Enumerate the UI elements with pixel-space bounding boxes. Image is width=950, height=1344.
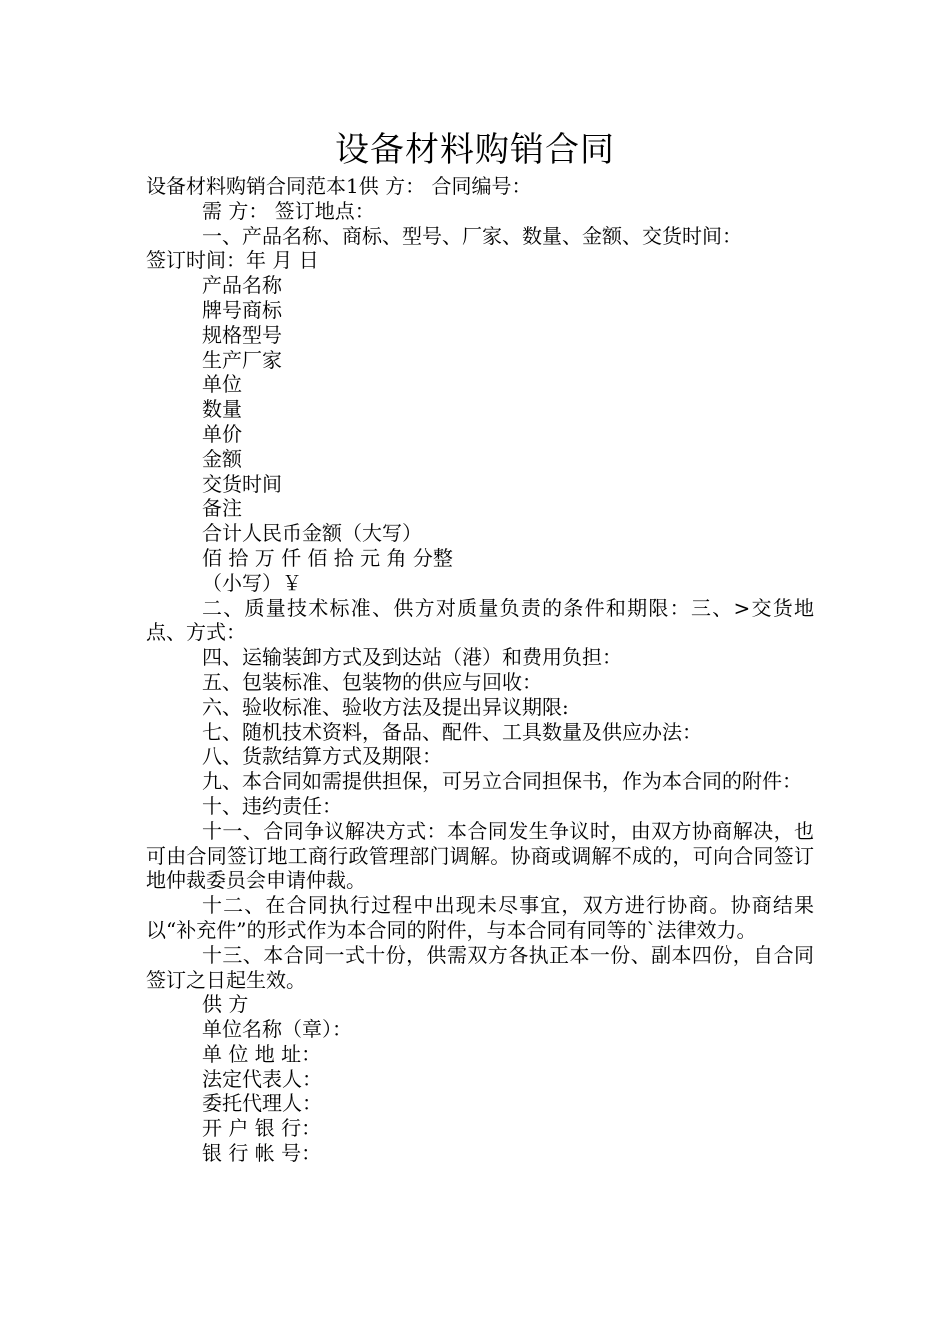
signing-date-line: 签订时间：年 月 日 (146, 248, 319, 273)
clause-12: 十二、在合同执行过程中出现未尽事宜，双方进行协商。协商结果以“补充件”的形式作为本合同的附件，与本合同有同等的`法律效力。 (146, 893, 814, 942)
clause-5: 五、包装标准、包装物的供应与回收： (202, 669, 542, 694)
total-amount-words-label: 合计人民币金额（大写） (202, 521, 422, 546)
supplier-company-name: 单位名称（章）： (202, 1017, 352, 1042)
supplier-legal-representative: 法定代表人： (202, 1066, 322, 1091)
field-brand: 牌号商标 (202, 297, 282, 322)
field-manufacturer: 生产厂家 (202, 347, 282, 372)
total-amount-units: 佰 拾 万 仟 佰 拾 元 角 分整 (202, 545, 453, 570)
clause-11: 十一、合同争议解决方式：本合同发生争议时，由双方协商解决，也可由合同签订地工商行政管理部门调解。协商或调解不成的，可向合同签订地仲裁委员会申请仲裁。 (146, 818, 814, 893)
field-model: 规格型号 (202, 322, 282, 347)
clause-6: 六、验收标准、验收方法及提出异议期限: (202, 694, 569, 719)
supplier-address: 单 位 地 址： (202, 1041, 322, 1066)
supplier-heading: 供 方 (202, 992, 249, 1017)
supplier-agent: 委托代理人： (202, 1091, 322, 1116)
document-title: 设备材料购销合同 (335, 130, 615, 170)
field-unit-price: 单价 (202, 421, 242, 446)
clause-9: 九、本合同如需提供担保，可另立合同担保书，作为本合同的附件： (202, 769, 802, 794)
supplier-bank: 开 户 银 行： (202, 1116, 322, 1141)
clause-13: 十三、本合同一式十份，供需双方各执正本一份、副本四份，自合同签订之日起生效。 (146, 942, 814, 992)
clause-1-heading: 一、产品名称、商标、型号、厂家、数量、金额、交货时间： (202, 223, 742, 248)
clause-2-3: 二、质量技术标准、供方对质量负责的条件和期限：三、>交货地点、方式： (146, 595, 814, 645)
clause-10: 十、违约责任： (202, 793, 342, 818)
clause-4: 四、运输装卸方式及到达站（港）和费用负担： (202, 645, 622, 670)
field-remarks: 备注 (202, 496, 242, 521)
total-amount-figures: （小写）￥ (202, 570, 302, 595)
buyer-line: 需 方： 签订地点： (202, 198, 375, 223)
field-delivery-time: 交货时间 (202, 471, 282, 496)
field-quantity: 数量 (202, 397, 242, 422)
clause-7: 七、随机技术资料，备品、配件、工具数量及供应办法： (202, 719, 702, 744)
supplier-bank-account: 银 行 帐 号： (202, 1141, 322, 1166)
field-unit: 单位 (202, 372, 242, 397)
field-product-name: 产品名称 (202, 273, 282, 298)
field-amount: 金额 (202, 446, 242, 471)
contract-body (146, 174, 814, 1166)
contract-header-line: 设备材料购销合同范本1供 方： 合同编号： (146, 174, 532, 198)
clause-8: 八、货款结算方式及期限： (202, 744, 442, 769)
